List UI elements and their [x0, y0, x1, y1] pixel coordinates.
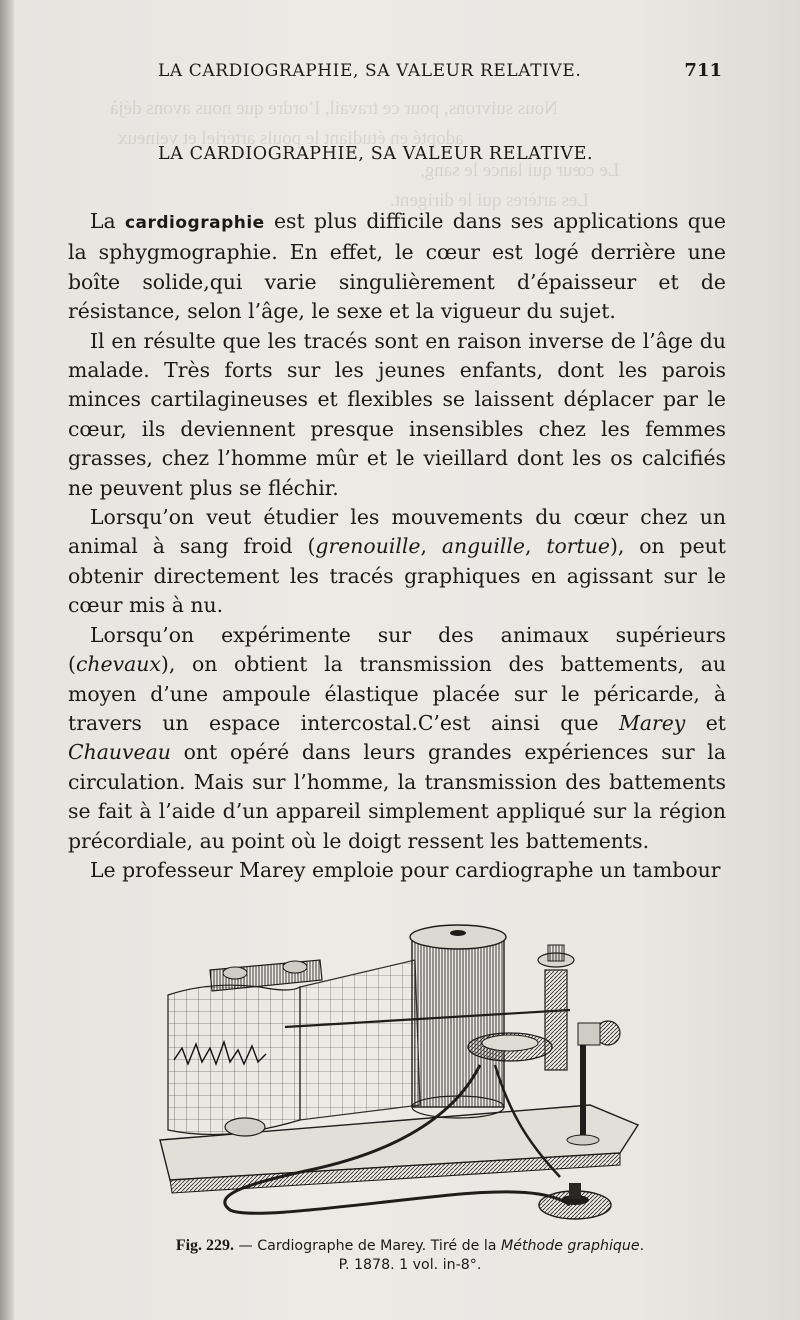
p1-rest: est plus difficile dans ses applications que la sphygmographie. En effet, le cœur est logé derrière une boîte solide,qui varie singulièrement d’épaisseur et de résistance, selon l’âge, le sexe et la vigueur du sujet.	[68, 209, 726, 324]
paragraph-5: Le professeur Marey emploie pour cardiographe un tambour	[90, 857, 721, 882]
italic-chauveau: Chauveau	[68, 740, 171, 765]
italic-grenouille: grenouille	[315, 534, 421, 559]
p4-text: Lorsqu’on expérimente sur des animaux supérieurs (	[68, 622, 726, 677]
p3-text: Lorsqu’on veut étudier les mouvements du cœur chez un animal à sang froid (	[68, 505, 726, 559]
italic-chevaux: chevaux	[75, 652, 161, 677]
show-through-text: Les artères qui le dirigent.	[390, 190, 589, 211]
caption-line-2: P. 1878. 1 vol. in-8°.	[338, 1257, 482, 1273]
paragraph-1	[68, 207, 726, 327]
paragraph-3	[68, 503, 726, 621]
caption-title: Méthode graphique	[500, 1238, 640, 1254]
show-through-text: Nous suivrons, pour ce travail, l’ordre que nous avons déjà	[110, 98, 558, 119]
p4-text: ), on obtient la transmission des battements, au moyen d’une ampoule élastique placée sur le péricarde, à travers un espace intercostal.C’est ainsi que	[68, 652, 726, 735]
figure-label: Fig. 229.	[175, 1237, 235, 1254]
term-cardiographie: cardiographie	[124, 213, 265, 233]
p4-text: ont opéré dans leurs grandes expériences sur la circulation. Mais sur l’homme, la transmission des battements se fait à l’aide d’un appareil simplement appliqué sur la région précordiale, au point où le doigt ressent les battements.	[68, 740, 726, 853]
italic-tortue: tortue	[546, 534, 610, 559]
p4-text: et	[685, 710, 726, 735]
paragraph-2: Il en résulte que les tracés sont en raison inverse de l’âge du malade. Très forts sur les jeunes enfants, dont les parois minces cartilagineuses et flexibles se laissent déplacer par le cœur, ils deviennent presque insensibles chez les femmes grasses, chez l’homme mûr et le vieillard dont les os calcifiés ne peuvent plus se fléchir.	[68, 328, 726, 500]
p3-sep: ,	[420, 534, 442, 559]
italic-marey: Marey	[618, 710, 686, 735]
show-through-text: adopté en étudiant le pouls artériel et veineux	[118, 128, 464, 149]
body-text	[68, 207, 726, 885]
paragraph-4	[68, 621, 726, 856]
figure-caption	[130, 1236, 690, 1275]
p1-lead: La	[90, 209, 125, 233]
section-title: LA CARDIOGRAPHIE, SA VALEUR RELATIVE.	[158, 144, 594, 164]
caption-text: — Cardiographe de Marey. Tiré de la	[234, 1238, 501, 1254]
running-header	[158, 61, 728, 85]
gutter-shadow	[0, 0, 14, 1320]
caption-end: .	[639, 1238, 645, 1254]
cardiograph-engraving	[150, 915, 660, 1235]
p3-text: ), on peut obtenir directement les tracés graphiques en agissant sur le cœur mis à nu.	[68, 534, 727, 618]
page-number: 711	[684, 60, 722, 81]
running-title: LA CARDIOGRAPHIE, SA VALEUR RELATIVE.	[158, 61, 582, 81]
caption-line-1	[130, 1236, 690, 1256]
italic-anguille: anguille	[441, 534, 525, 559]
show-through-text: Le cœur qui lance le sang,	[420, 160, 620, 181]
p3-sep: ,	[524, 534, 547, 559]
